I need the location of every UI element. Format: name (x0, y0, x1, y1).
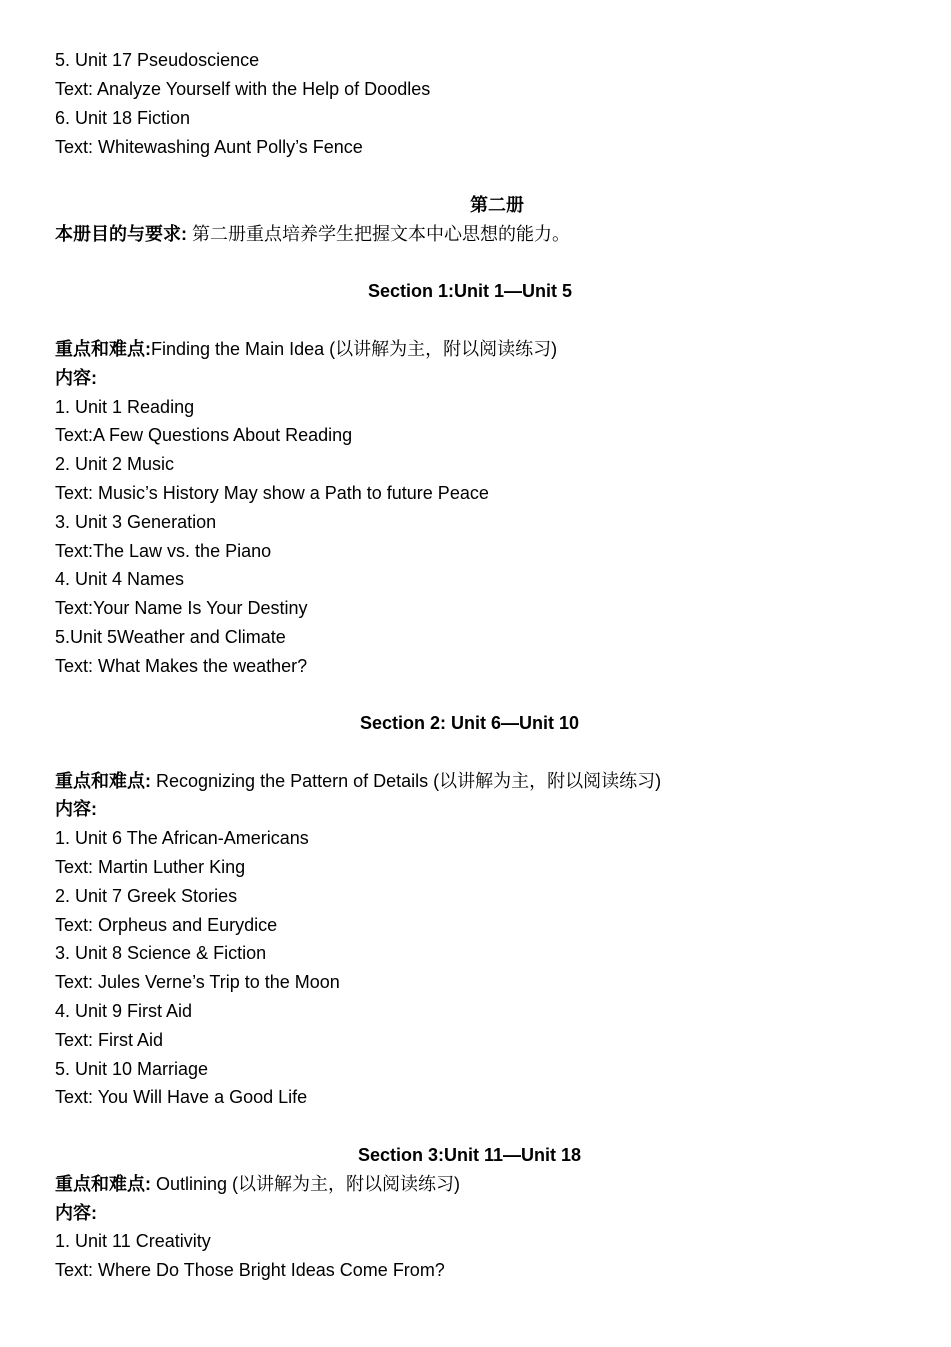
section-3-heading: Section 3:Unit 11—Unit 18 (358, 1145, 582, 1165)
book-title: 第二册 (470, 195, 524, 215)
list-item: 2. Unit 7 Greek Stories (55, 886, 238, 906)
section-1-content-label: 内容: (55, 368, 97, 388)
section-3-content-label: 内容: (55, 1203, 97, 1223)
list-item: Text:Your Name Is Your Destiny (55, 598, 308, 618)
book-goal-label: 本册目的与要求: (55, 224, 187, 244)
list-item: Text:A Few Questions About Reading (55, 425, 353, 445)
key-points-label: 重点和难点: (55, 771, 151, 791)
section-2-content-label: 内容: (55, 799, 97, 819)
list-item: 3. Unit 8 Science & Fiction (55, 943, 267, 963)
top-list-item: Text: Whitewashing Aunt Polly’s Fence (55, 137, 363, 157)
list-item: Text: Martin Luther King (55, 857, 246, 877)
list-item: 5.Unit 5Weather and Climate (55, 627, 286, 647)
key-points-label: 重点和难点: (55, 1174, 151, 1194)
top-list-item: 5. Unit 17 Pseudoscience (55, 50, 260, 70)
list-item: Text:The Law vs. the Piano (55, 541, 272, 561)
key-points-text: Recognizing the Pattern of Details (以讲解为主，附以阅读练习) (151, 771, 662, 791)
list-item: 1. Unit 6 The African-Americans (55, 828, 309, 848)
list-item: Text: First Aid (55, 1030, 164, 1050)
list-item: 1. Unit 11 Creativity (55, 1231, 211, 1251)
section-3-key-points (55, 1173, 460, 1195)
list-item: Text: You Will Have a Good Life (55, 1087, 308, 1107)
book-goal-text: 第二册重点培养学生把握文本中心思想的能力。 (187, 224, 570, 244)
list-item: 4. Unit 9 First Aid (55, 1001, 193, 1021)
list-item: Text: Orpheus and Eurydice (55, 915, 278, 935)
key-points-text: Finding the Main Idea (以讲解为主，附以阅读练习) (151, 339, 558, 359)
key-points-label: 重点和难点: (55, 339, 151, 359)
top-list-item: Text: Analyze Yourself with the Help of Doodles (55, 79, 431, 99)
list-item: 2. Unit 2 Music (55, 454, 175, 474)
key-points-text: Outlining (以讲解为主，附以阅读练习) (151, 1174, 461, 1194)
list-item: 4. Unit 4 Names (55, 569, 185, 589)
section-2-key-points (55, 770, 661, 792)
list-item: Text: What Makes the weather? (55, 656, 308, 676)
list-item: 5. Unit 10 Marriage (55, 1059, 209, 1079)
book-goal (55, 223, 570, 245)
list-item: 3. Unit 3 Generation (55, 512, 217, 532)
list-item: Text: Music’s History May show a Path to future Peace (55, 483, 489, 503)
section-1-heading: Section 1:Unit 1—Unit 5 (368, 281, 573, 301)
section-1-key-points (55, 338, 557, 360)
section-2-heading: Section 2: Unit 6—Unit 10 (360, 713, 580, 733)
top-list-item: 6. Unit 18 Fiction (55, 108, 191, 128)
list-item: Text: Where Do Those Bright Ideas Come From? (55, 1260, 445, 1280)
list-item: 1. Unit 1 Reading (55, 397, 195, 417)
list-item: Text: Jules Verne’s Trip to the Moon (55, 972, 340, 992)
